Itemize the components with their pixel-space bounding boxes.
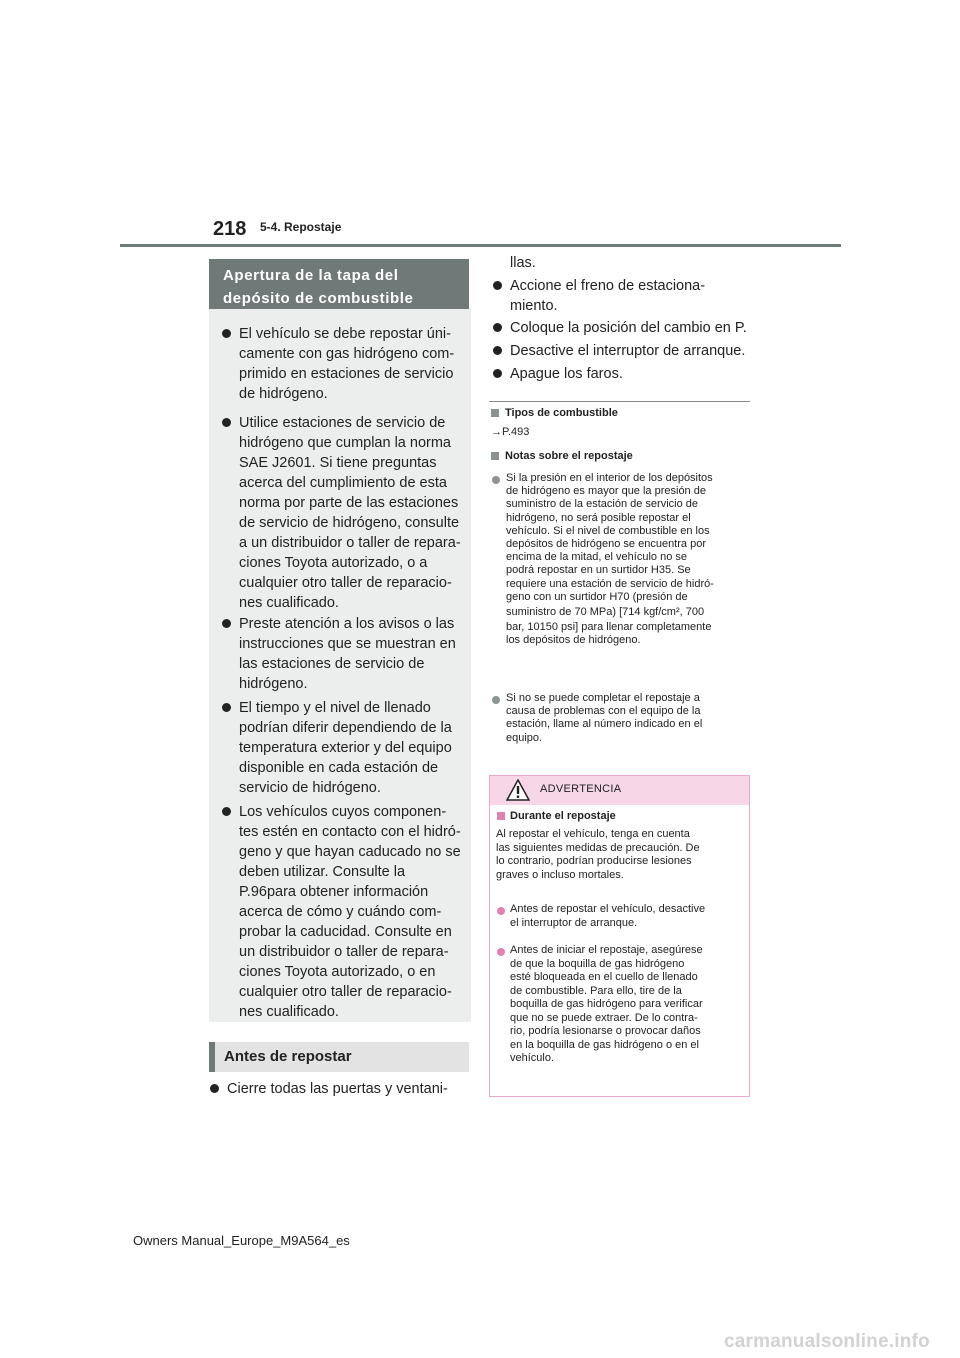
warning-heading: Durante el repostaje	[510, 810, 616, 822]
list-item: Los vehículos cuyos componen- tes estén en contacto con el hidró- geno y que hayan caducado no se deben utilizar. Consulte la P.96para obtener información acerca de cómo y cuándo com- probar la caducidad. Consulte en un distribuidor o taller de repara- ciones Toyota autorizado, o en cualquier otro taller de reparacio- nes cualificado.	[239, 802, 461, 1022]
bullet-icon	[222, 418, 231, 427]
warning-triangle-icon	[506, 779, 530, 801]
bullet-icon	[222, 703, 231, 712]
list-item: Apague los faros.	[510, 364, 623, 384]
warning-title: ADVERTENCIA	[540, 783, 622, 795]
note-item: Si la presión en el interior de los depósitos de hidrógeno es mayor que la presión de suministro de la estación de servicio de hidrógeno, no será posible repostar el vehículo. Si el nivel de combustible en los depósitos de hidrógeno se encuentra por encima de la mitad, el vehículo no se podrá repostar en un surtidor H35. Se requiere una estación de servicio de hidró- geno con un surtidor H70 (presión de suministro de 70 MPa) [714 kgf/cm², 700 bar, 10150 psi] para llenar completamente los depósitos de hidrógeno.	[506, 472, 714, 647]
warning-item: Antes de iniciar el repostaje, asegúrese de que la boquilla de gas hidrógeno esté bloqueada en el cuello de llenado de combustible. Para ello, tire de la boquilla de gas hidrógeno para verificar que no se puede extraer. De lo contra- rio, podría lesionarse o provocar daños en la boquilla de gas hidrógeno o en el vehículo.	[510, 944, 703, 1064]
heading-line-1: Apertura de la tapa del	[223, 267, 399, 284]
section-title: 5-4. Repostaje	[260, 220, 342, 234]
bullet-icon	[222, 619, 231, 628]
footer-text: Owners Manual_Europe_M9A564_es	[133, 1233, 350, 1248]
round-bullet-icon	[492, 476, 500, 484]
bullet-icon	[493, 346, 502, 355]
heading-antes: Antes de repostar	[224, 1048, 352, 1065]
list-item: Coloque la posición del cambio en P.	[510, 318, 747, 338]
page-number: 218	[213, 218, 247, 240]
heading-apertura	[209, 259, 469, 309]
square-bullet-icon	[491, 452, 499, 460]
warning-intro: Al repostar el vehículo, tenga en cuenta las siguientes medidas de precaución. De lo contrario, podrían producirse lesiones graves o incluso mortales.	[496, 828, 700, 881]
square-bullet-icon	[497, 812, 505, 820]
continuation-text: llas.	[510, 255, 536, 271]
header-rule	[120, 244, 841, 247]
page-reference: →P.493	[491, 426, 530, 438]
bullet-icon	[222, 329, 231, 338]
subheading-tipos: Tipos de combustible	[505, 407, 618, 419]
list-item: Preste atención a los avisos o las instrucciones que se muestran en las estaciones de servicio de hidrógeno.	[239, 614, 456, 694]
list-item: Cierre todas las puertas y ventani-	[227, 1079, 448, 1099]
list-item: El tiempo y el nivel de llenado podrían diferir dependiendo de la temperatura exterior y del equipo disponible en cada estación de servicio de hidrógeno.	[239, 698, 452, 798]
section-rule	[489, 401, 750, 402]
list-item: Desactive el interruptor de arranque.	[510, 341, 745, 361]
round-bullet-icon	[497, 907, 505, 915]
note-item: Si no se puede completar el repostaje a causa de problemas con el equipo de la estación, llame al número indicado en el equipo.	[506, 692, 703, 744]
heading-line-2: depósito de combustible	[223, 290, 414, 307]
list-item: Accione el freno de estaciona- miento.	[510, 276, 705, 316]
list-item: Utilice estaciones de servicio de hidrógeno que cumplan la norma SAE J2601. Si tiene preguntas acerca del cumplimiento de esta norma por parte de las estaciones de servicio de hidrógeno, consulte a un distribuidor o taller de repara- ciones Toyota autorizado, o a cualquier otro taller de reparacio- nes cualificado.	[239, 413, 461, 613]
bullet-icon	[493, 323, 502, 332]
watermark: carmanualsonline.info	[724, 1331, 930, 1352]
bullet-icon	[493, 281, 502, 290]
round-bullet-icon	[497, 948, 505, 956]
heading-accent-bar	[209, 1042, 215, 1072]
bullet-icon	[222, 807, 231, 816]
round-bullet-icon	[492, 696, 500, 704]
square-bullet-icon	[491, 409, 499, 417]
subheading-notas: Notas sobre el repostaje	[505, 450, 633, 462]
list-item: El vehículo se debe repostar úni- camente con gas hidrógeno com- primido en estaciones de servicio de hidrógeno.	[239, 324, 454, 404]
warning-item: Antes de repostar el vehículo, desactive el interruptor de arranque.	[510, 903, 706, 929]
bullet-icon	[493, 369, 502, 378]
bullet-icon	[210, 1084, 219, 1093]
